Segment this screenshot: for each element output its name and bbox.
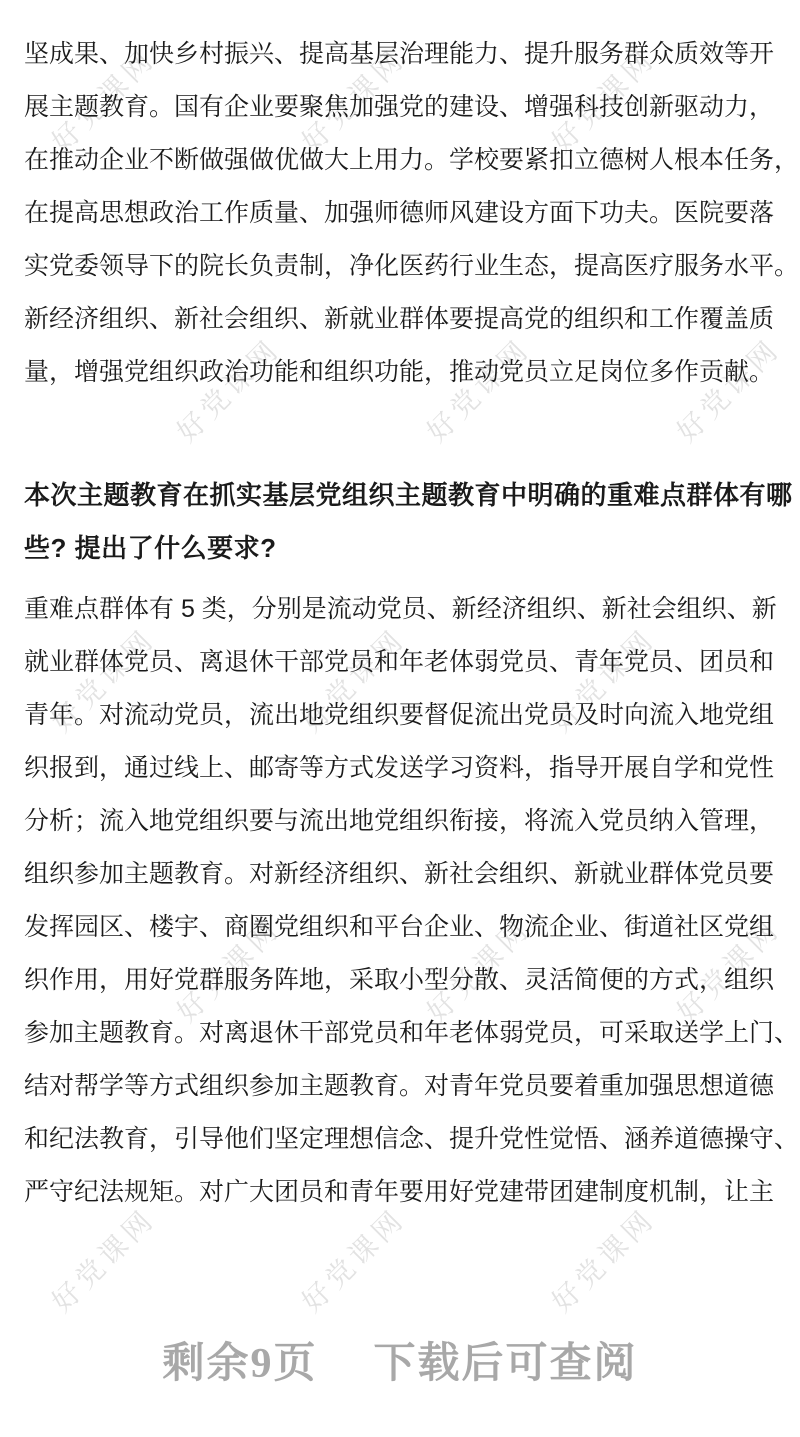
- text-line: 量，增强党组织政治功能和组织功能，推动党员立足岗位多作贡献。: [24, 358, 775, 386]
- watermark-text: 好党课网: [295, 42, 412, 158]
- watermark-text: 好党课网: [45, 42, 162, 158]
- text-line: 在推动企业不断做强做优做大上用力。学校要紧扣立德树人根本任务，: [24, 146, 800, 174]
- text-line: 织报到，通过线上、邮寄等方式发送学习资料，指导开展自学和党性: [24, 754, 775, 782]
- text-line: 发挥园区、楼宇、商圈党组织和平台企业、物流企业、街道社区党组: [24, 913, 775, 941]
- text-line: 本次主题教育在抓实基层党组织主题教育中明确的重难点群体有哪: [24, 480, 793, 510]
- text-line: 青年。对流动党员，流出地党组织要督促流出党员及时向流入地党组: [24, 701, 775, 729]
- watermark-text: 好党课网: [170, 912, 287, 1028]
- text-line: 重难点群体有 5 类，分别是流动党员、新经济组织、新社会组织、新: [24, 595, 777, 623]
- text-line: 结对帮学等方式组织参加主题教育。对青年党员要着重加强思想道德: [24, 1072, 775, 1100]
- text-line: 些? 提出了什么要求?: [24, 533, 277, 563]
- text-line: 参加主题教育。对离退休干部党员和年老体弱党员，可采取送学上门、: [24, 1019, 800, 1047]
- text-line: 展主题教育。国有企业要聚焦加强党的建设、增强科技创新驱动力，: [24, 93, 775, 121]
- text-line: 就业群体党员、离退休干部党员和年老体弱党员、青年党员、团员和: [24, 648, 775, 676]
- section-heading: [24, 469, 793, 575]
- text-line: 新经济组织、新社会组织、新就业群体要提高党的组织和工作覆盖质: [24, 305, 775, 333]
- pages-remaining-notice: [0, 1330, 800, 1390]
- text-line: 组织参加主题教育。对新经济组织、新社会组织、新就业群体党员要: [24, 860, 775, 888]
- text-line: 严守纪法规矩。对广大团员和青年要用好党建带团建制度机制，让主: [24, 1178, 775, 1206]
- watermark-text: 好党课网: [670, 912, 787, 1028]
- watermark-text: 好党课网: [295, 1202, 412, 1318]
- text-line: 分析；流入地党组织要与流出地党组织衔接，将流入党员纳入管理，: [24, 807, 775, 835]
- paragraph-continued: [24, 28, 800, 399]
- pages-left-label: 剩余9页: [162, 1341, 318, 1387]
- text-line: 织作用，用好党群服务阵地，采取小型分散、灵活简便的方式，组织: [24, 966, 775, 994]
- watermark-text: 好党课网: [545, 42, 662, 158]
- download-hint-label: 下载后可查阅: [373, 1341, 638, 1387]
- watermark-text: 好党课网: [45, 622, 162, 738]
- text-line: 和纪法教育，引导他们坚定理想信念、提升党性觉悟、涵养道德操守、: [24, 1125, 800, 1153]
- watermark-text: 好党课网: [295, 622, 412, 738]
- watermark-text: 好党课网: [420, 332, 537, 448]
- watermark-text: 好党课网: [545, 622, 662, 738]
- watermark-text: 好党课网: [170, 332, 287, 448]
- watermark-text: 好党课网: [420, 912, 537, 1028]
- text-line: 实党委领导下的院长负责制，净化医药行业生态，提高医疗服务水平。: [24, 252, 800, 280]
- paragraph-answer: [24, 583, 800, 1219]
- watermark-text: 好党课网: [45, 1202, 162, 1318]
- text-line: 在提高思想政治工作质量、加强师德师风建设方面下功夫。医院要落: [24, 199, 775, 227]
- text-line: 坚成果、加快乡村振兴、提高基层治理能力、提升服务群众质效等开: [24, 40, 775, 68]
- watermark-text: 好党课网: [670, 332, 787, 448]
- watermark-text: 好党课网: [545, 1202, 662, 1318]
